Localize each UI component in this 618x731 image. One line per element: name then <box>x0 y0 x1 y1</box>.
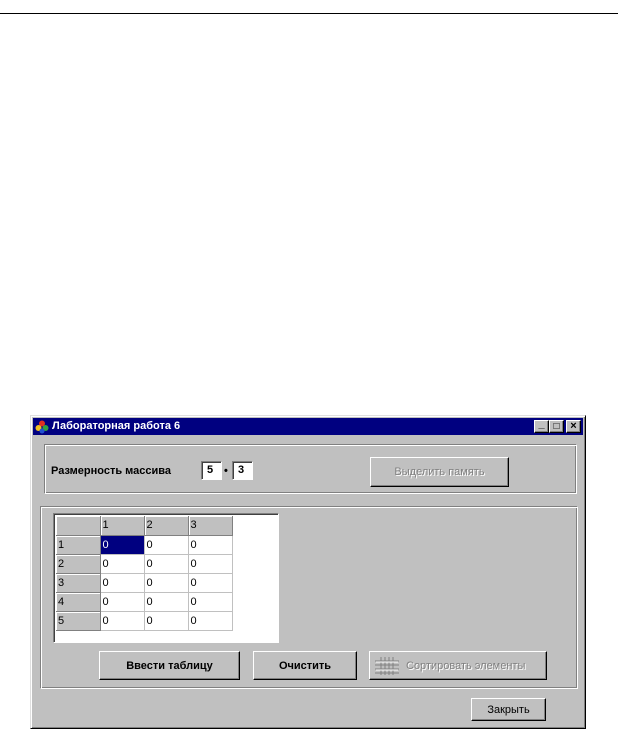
grid-col-header: 2 <box>144 516 188 535</box>
title-bar[interactable] <box>33 418 583 435</box>
close-window-button[interactable] <box>471 698 546 721</box>
grid-cell[interactable]: 0 <box>144 573 188 592</box>
grid-cell[interactable]: 0 <box>100 592 144 611</box>
array-size-label: Размерность массива <box>51 465 171 477</box>
sort-elements-button[interactable] <box>369 651 547 680</box>
grid-header-row <box>56 516 232 535</box>
times-symbol: • <box>224 465 228 477</box>
enter-table-button[interactable] <box>99 651 240 680</box>
maximize-button[interactable] <box>549 420 564 433</box>
close-icon: × <box>570 420 577 432</box>
grid-corner-cell <box>56 516 100 535</box>
allocate-memory-label: Выделить память <box>394 466 485 478</box>
clear-label: Очистить <box>278 659 332 672</box>
window-title: Лабораторная работа 6 <box>52 420 181 432</box>
grid-row <box>56 535 232 554</box>
grid-col-header: 1 <box>100 516 144 535</box>
grid-row-header: 3 <box>56 573 100 592</box>
grid-row-header: 5 <box>56 611 100 630</box>
grid-cell-selected[interactable]: 0 <box>100 535 144 554</box>
allocate-memory-button[interactable] <box>370 457 509 487</box>
minimize-icon: _ <box>538 418 545 430</box>
grid-cell[interactable]: 0 <box>188 535 232 554</box>
grid-table <box>56 516 233 631</box>
sort-grid-icon <box>373 655 401 677</box>
grid-cell[interactable]: 0 <box>188 592 232 611</box>
grid-row <box>56 611 232 630</box>
page-top-rule <box>0 13 618 14</box>
grid-cell[interactable]: 0 <box>144 592 188 611</box>
rows-input[interactable]: 5 <box>201 461 222 480</box>
grid-cell[interactable]: 0 <box>144 611 188 630</box>
string-grid[interactable] <box>53 513 279 643</box>
grid-col-header: 3 <box>188 516 232 535</box>
grid-cell[interactable]: 0 <box>188 573 232 592</box>
close-button[interactable] <box>566 420 581 433</box>
grid-row-header: 4 <box>56 592 100 611</box>
grid-cell[interactable]: 0 <box>144 535 188 554</box>
maximize-icon: □ <box>553 420 560 432</box>
grid-cell[interactable]: 0 <box>100 573 144 592</box>
minimize-button[interactable] <box>534 420 549 433</box>
enter-table-label: Ввести таблицу <box>126 659 213 672</box>
grid-row <box>56 554 232 573</box>
grid-row <box>56 573 232 592</box>
close-window-label: Закрыть <box>487 703 530 716</box>
grid-row-header: 1 <box>56 535 100 554</box>
clear-button[interactable] <box>253 651 357 680</box>
app-window <box>30 415 586 729</box>
cols-input[interactable]: 3 <box>232 461 253 480</box>
sort-elements-label: Сортировать элементы <box>406 659 526 672</box>
grid-cell[interactable]: 0 <box>188 611 232 630</box>
app-icon <box>35 420 49 434</box>
grid-cell[interactable]: 0 <box>100 554 144 573</box>
grid-row-header: 2 <box>56 554 100 573</box>
grid-cell[interactable]: 0 <box>188 554 232 573</box>
grid-cell[interactable]: 0 <box>144 554 188 573</box>
grid-cell[interactable]: 0 <box>100 611 144 630</box>
grid-row <box>56 592 232 611</box>
